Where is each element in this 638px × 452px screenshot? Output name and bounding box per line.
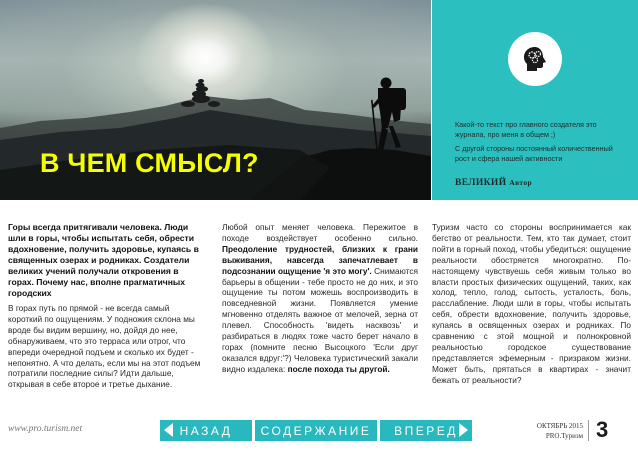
arrow-right-icon	[459, 423, 468, 437]
body-paragraph: В горах путь по прямой - не всегда самый короткий по ощущениям. У подножия склона мы вроде бы видим вершину, но, дойдя до нее, обнаруживаем, что это терраса или отрог, что впереди очередной подъем и сколько их будет - непонятно. А что делать, если мы на этот подъем потратили последние силы? Идти дальше, открывая в себе второе и третье дыхание.	[8, 303, 201, 390]
body-paragraph	[222, 222, 418, 375]
author-bio-paragraph: С другой стороны постоянный количественный рост и сфера нашей активности	[455, 144, 613, 163]
arrow-left-icon	[164, 423, 173, 437]
next-button-label: ВПЕРЕД	[394, 423, 458, 438]
author-role: Автор	[509, 178, 533, 187]
page-number: 3	[596, 417, 609, 442]
author-signature	[455, 178, 532, 188]
lead-paragraph: Горы всегда притягивали человека. Люди шли в горы, чтобы испытать себя, обрести вдохновение, получить здоровье, купаясь в священных озерах и родниках. Создатели великих учений получали откровения в горах. Почему нас, вполне прагматичных городских	[8, 222, 199, 298]
author-bio	[455, 120, 623, 168]
footer-divider	[588, 420, 589, 441]
magazine-name: PRO.Туризм	[545, 432, 583, 440]
prev-button-label: НАЗАД	[179, 423, 233, 438]
text-column-3	[432, 222, 631, 386]
contents-button-label: СОДЕРЖАНИЕ	[260, 423, 372, 438]
next-button[interactable]	[380, 420, 472, 441]
text-column-1	[8, 222, 204, 390]
hero-photo	[0, 0, 431, 200]
article-title: В ЧЕМ СМЫСЛ?	[40, 148, 259, 178]
author-name: ВЕЛИКИЙ	[455, 178, 507, 188]
site-url-link[interactable]: www.pro.turism.net	[8, 424, 83, 434]
author-panel	[432, 0, 638, 200]
prev-button[interactable]	[160, 420, 252, 441]
bold-text-run: после похода ты другой.	[287, 363, 390, 374]
issue-date: ОКТЯБРЬ 2015	[536, 422, 583, 430]
text-run: Снимаются барьеры в общении - тебе просто не до них, и это ощущение ты потом можешь воспроизводить в повседневной жизни. Появляется умение мгновенно отделять важное от мелочей, зерна от плевел. Способность 'видеть насквозь' и разбираться в людях тоже часто берет начало в горах (помните песню Высоцкого 'Если друг оказался вдруг:'?) Человека туристический закали видно издалека:	[222, 265, 418, 374]
brain-gears-icon	[508, 32, 562, 86]
contents-button[interactable]	[255, 420, 377, 441]
text-column-2	[222, 222, 418, 375]
body-paragraph: Туризм часто со стороны воспринимается как бегство от реальности. Тем, кто так думает, стоит пойти в горный поход, чтобы убедиться: ощущение реальности обостряется многократно. По-настоящему чувствуешь себя живым только во власти простых физических ощущений, таких, как холод, тепло, голод, сытость, усталость, боль, расслабление. Люди шли в горы, чтобы испытать себя, обрести вдохновение, получить здоровье, купаясь в освященных озерах и родниках. По сравнению с этой мощной и полнокровной реальностью городское существование представляется эфемерным - призраком жизни. Может быть, прятаться в квартирах - значит бежать от реальности?	[432, 222, 631, 385]
bold-text-run: Преодоление трудностей, близких к грани выживания, навсегда запечатлевает в подсознании ощущение 'я это могу'.	[222, 243, 418, 276]
text-run: Любой опыт меняет человека. Пережитое в походе воздействует особенно сильно.	[222, 222, 418, 243]
author-bio-paragraph: Какой-то текст про главного создателя это журнала, про меня в общем ;)	[455, 120, 597, 139]
